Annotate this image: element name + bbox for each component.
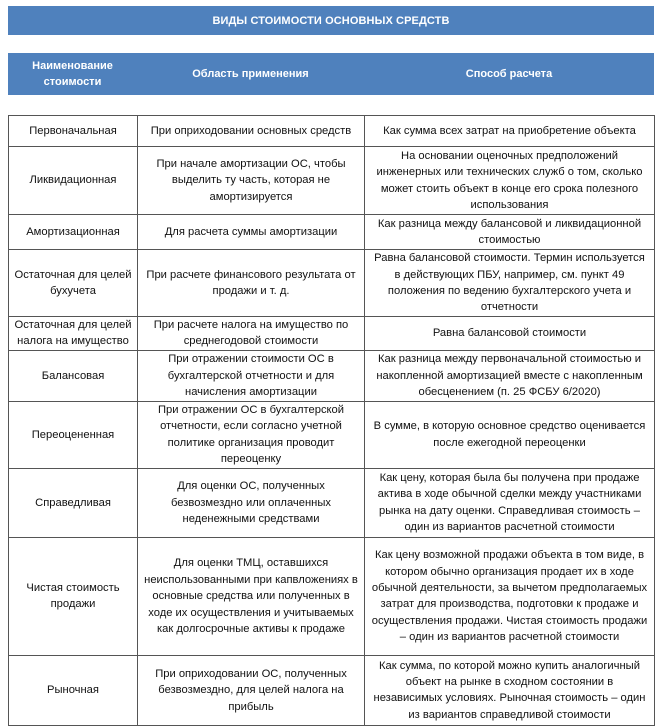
row-scope: При оприходовании ОС, полученных безвозмездно, для целей налога на прибыль xyxy=(138,655,365,725)
table-row xyxy=(9,401,655,468)
row-name: Амортизационная xyxy=(9,215,138,250)
row-scope: Для расчета суммы амортизации xyxy=(138,215,365,250)
row-method: Равна балансовой стоимости xyxy=(365,317,655,351)
row-method: Как разница между балансовой и ликвидационной стоимостью xyxy=(365,215,655,250)
row-name: Балансовая xyxy=(9,350,138,401)
row-scope: При оприходовании основных средств xyxy=(138,116,365,147)
table-row xyxy=(9,537,655,655)
header-method: Способ расчета xyxy=(465,68,553,80)
header-name: Наименование стоимости xyxy=(32,60,113,88)
row-scope: При расчете налога на имущество по среднегодовой стоимости xyxy=(138,317,365,351)
row-name: Остаточная для целей бухучета xyxy=(9,250,138,317)
row-method: Как разница между первоначальной стоимостью и накопленной амортизацией вместе с накопленным обесценением (п. 25 ФСБУ 6/2020) xyxy=(365,350,655,401)
row-name: Ликвидационная xyxy=(9,147,138,215)
row-scope: Для оценки ТМЦ, оставшихся неиспользованными при капвложениях в основные средства или полученных в ходе их осуществления и учитываемых как долгосрочные активы к продаже xyxy=(138,537,365,655)
table-row xyxy=(9,655,655,725)
table-row xyxy=(9,147,655,215)
row-name: Справедливая xyxy=(9,468,138,537)
row-method: На основании оценочных предположений инженерных или технических служб о том, сколько может стоить объект в конце его срока полезного использования xyxy=(365,147,655,215)
row-method: Равна балансовой стоимости. Термин используется в действующих ПБУ, например, см. пункт 49 положения по ведению бухгалтерского учета и отчетности xyxy=(365,250,655,317)
row-method: Как сумма, по которой можно купить аналогичный объект на рынке в сходном состоянии в независимых условиях. Рыночная стоимость – один из вариантов справедливой стоимости xyxy=(365,655,655,725)
table-row xyxy=(9,350,655,401)
page-title: ВИДЫ СТОИМОСТИ ОСНОВНЫХ СРЕДСТВ xyxy=(8,6,654,35)
row-method: Как цену возможной продажи объекта в том виде, в котором обычно организация продает их в ходе обычной деятельности, за вычетом предполагаемых затрат для производства, подготовки к продаже и осуществления продажи. Чистая стоимость продажи – один из вариантов расчетной стоимости xyxy=(365,537,655,655)
row-name: Первоначальная xyxy=(9,116,138,147)
row-name: Рыночная xyxy=(9,655,138,725)
row-method: Как цену, которая была бы получена при продаже актива в ходе обычной сделки между участниками рынка на дату оценки. Справедливая стоимость – один из вариантов расчетной стоимости xyxy=(365,468,655,537)
table-row xyxy=(9,215,655,250)
row-name: Переоцененная xyxy=(9,401,138,468)
table-row xyxy=(9,468,655,537)
row-scope: При отражении ОС в бухгалтерской отчетности, если согласно учетной политике организация проводит переоценку xyxy=(138,401,365,468)
row-scope: При отражении стоимости ОС в бухгалтерской отчетности и для начисления амортизации xyxy=(138,350,365,401)
row-scope: При начале амортизации ОС, чтобы выделить ту часть, которая не амортизируется xyxy=(138,147,365,215)
table-header xyxy=(8,53,654,95)
row-method: Как сумма всех затрат на приобретение объекта xyxy=(365,116,655,147)
header-scope: Область применения xyxy=(192,68,309,80)
row-name: Чистая стоимость продажи xyxy=(9,537,138,655)
table-row xyxy=(9,317,655,351)
row-scope: При расчете финансового результата от продажи и т. д. xyxy=(138,250,365,317)
cost-types-table xyxy=(8,115,655,726)
row-method: В сумме, в которую основное средство оценивается после ежегодной переоценки xyxy=(365,401,655,468)
table-row xyxy=(9,250,655,317)
row-name: Остаточная для целей налога на имущество xyxy=(9,317,138,351)
row-scope: Для оценки ОС, полученных безвозмездно или оплаченных неденежными средствами xyxy=(138,468,365,537)
table-row xyxy=(9,116,655,147)
